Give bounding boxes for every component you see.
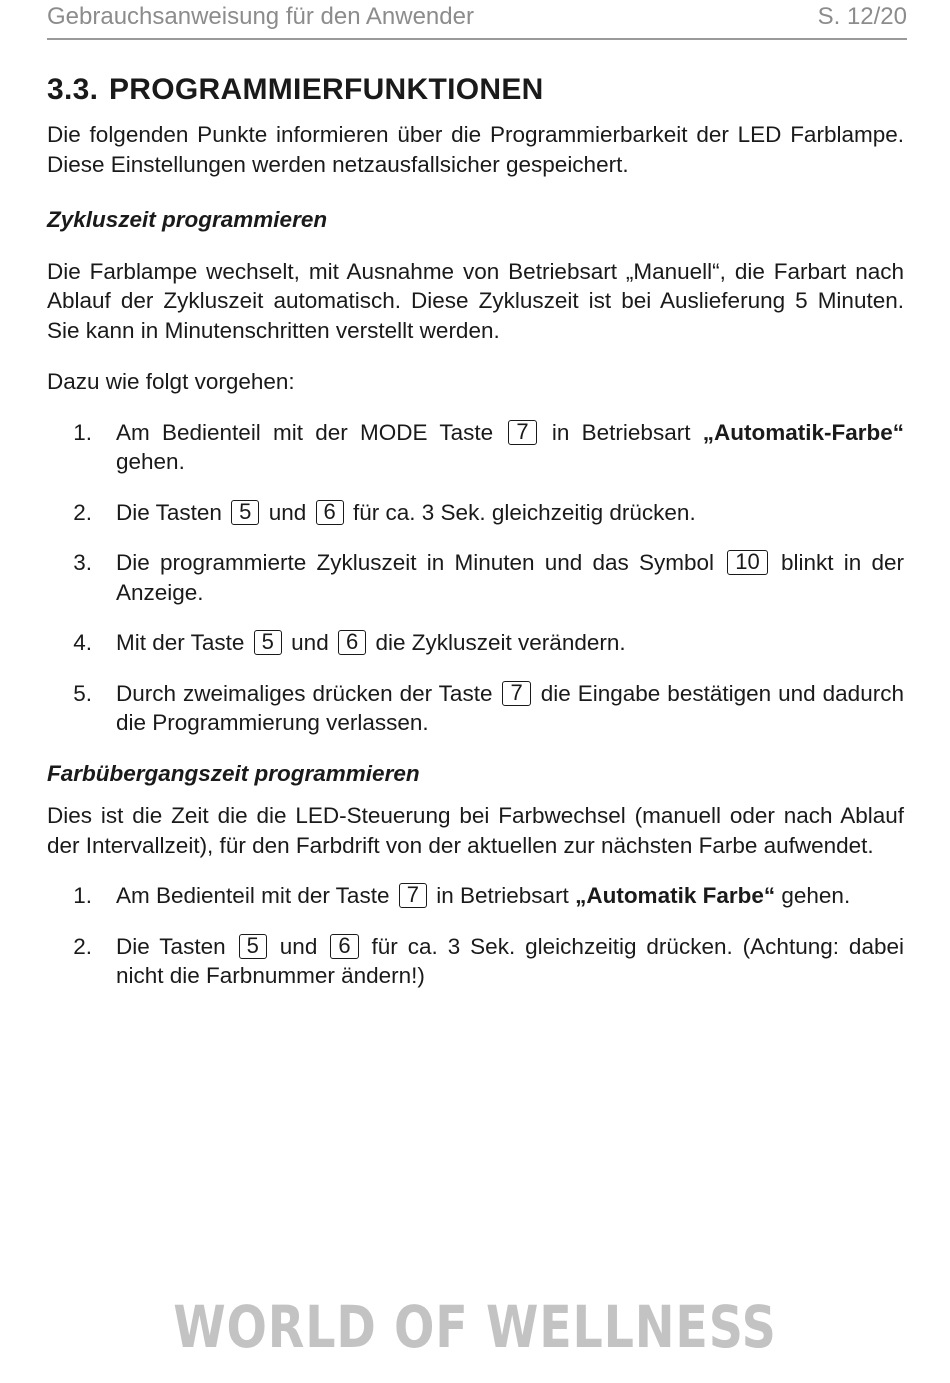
cycle-text: Die Farblampe wechselt, mit Ausnahme von Betriebsart „Manuell“, die Farbart nach Ablauf der Zykluszeit automatisch. Diese Zykluszeit ist bei Auslieferung 5 Minuten. Sie kann in Minutenschritten verstellt werden. [47, 258, 904, 343]
section-title: PROGRAMMIERFUNKTIONEN [109, 73, 544, 106]
key-7-icon: 7 [502, 681, 530, 706]
step-text: Durch zweimaliges drücken der Taste 7 die Eingabe bestätigen und dadurch die Programmierung verlassen. [116, 679, 904, 735]
key-5-icon: 5 [231, 500, 259, 525]
step-number: 1. [73, 419, 92, 445]
step-number: 4. [73, 630, 92, 655]
fade-text: Dies ist die Zeit die die LED-Steuerung bei Farbwechsel (manuell oder nach Ablauf der Intervallzeit), für den Farbdrift von der aktuellen zur nächsten Farbe aufwendet. [47, 803, 904, 858]
cycle-steps [47, 418, 904, 738]
key-7-icon: 7 [399, 883, 427, 908]
list-item [47, 932, 904, 991]
key-5-icon: 5 [254, 630, 282, 655]
step-text: Die Tasten 5 und 6 für ca. 3 Sek. gleichzeitig drücken. [116, 498, 696, 525]
list-item [47, 881, 904, 911]
step-number: 3. [73, 550, 92, 575]
page-content [47, 70, 904, 1012]
fade-heading: Farbübergangszeit programmieren [47, 760, 420, 786]
list-item [47, 628, 904, 658]
brand-logo: WORLD OF WELLNESS [173, 1293, 777, 1361]
list-item [47, 418, 904, 477]
step-text: Mit der Taste 5 und 6 die Zykluszeit verändern. [116, 629, 626, 655]
cycle-lead: Dazu wie folgt vorgehen: [47, 369, 295, 394]
step-number: 1. [73, 883, 92, 908]
step-text: Am Bedienteil mit der Taste 7 in Betriebsart „Automatik Farbe“ gehen. [116, 882, 851, 908]
key-5-icon: 5 [239, 934, 267, 959]
step-text: Die Tasten 5 und 6 für ca. 3 Sek. gleichzeitig drücken. (Achtung: dabei nicht die Farbnummer ändern!) [116, 932, 904, 988]
list-item [47, 498, 904, 528]
key-6-icon: 6 [338, 630, 366, 655]
section-heading [47, 70, 904, 110]
section-intro: Die folgenden Punkte informieren über die Programmierbarkeit der LED Farblampe. Diese Einstellungen werden netzausfallsicher gespeichert. [47, 122, 904, 177]
list-item [47, 548, 904, 607]
symbol-10-icon: 10 [727, 550, 767, 575]
list-item [47, 679, 904, 738]
step-text: Am Bedienteil mit der MODE Taste 7 in Betriebsart „Automatik-Farbe“ gehen. [116, 418, 904, 474]
key-6-icon: 6 [330, 934, 358, 959]
key-7-icon: 7 [508, 420, 536, 445]
fade-steps [47, 881, 904, 991]
page-header [47, 0, 907, 40]
step-number: 2. [73, 499, 92, 525]
document-title: Gebrauchsanweisung für den Anwender [47, 3, 474, 30]
cycle-heading: Zykluszeit programmieren [47, 207, 328, 232]
page-number: S. 12/20 [817, 3, 907, 30]
step-number: 2. [73, 933, 92, 959]
step-text: Die programmierte Zykluszeit in Minuten und das Symbol 10 blinkt in der Anzeige. [116, 549, 905, 605]
key-6-icon: 6 [316, 500, 344, 525]
section-number: 3.3. [47, 73, 99, 106]
step-number: 5. [73, 680, 92, 706]
